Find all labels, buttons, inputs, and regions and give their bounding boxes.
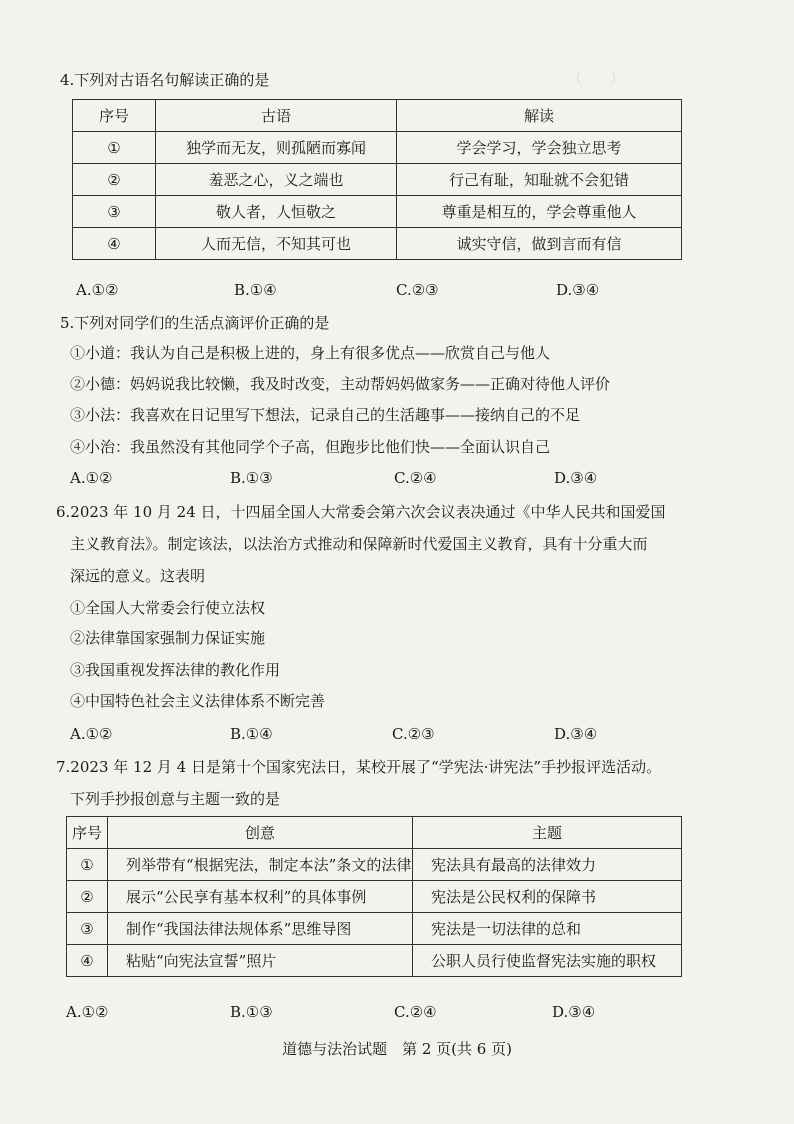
option-b[interactable]: B.①④ [234, 281, 277, 299]
q7-table [66, 816, 682, 977]
q5-item: ②小德：妈妈说我比较懒，我及时改变，主动帮妈妈做家务——正确对待他人评价 [70, 375, 611, 393]
q4-options [76, 280, 716, 300]
table-row [73, 164, 682, 196]
table-cell: 羞恶之心，义之端也 [156, 164, 397, 196]
table-header-cell: 古语 [156, 100, 397, 132]
option-d[interactable]: D.③④ [552, 1003, 596, 1021]
table-cell: 展示“公民享有基本权利”的具体事例 [108, 881, 413, 913]
option-b[interactable]: B.①③ [230, 469, 273, 487]
table-cell: 诚实守信，做到言而有信 [397, 228, 682, 260]
table-cell: ② [67, 881, 108, 913]
q6-item: ②法律靠国家强制力保证实施 [70, 629, 266, 647]
table-row [67, 913, 682, 945]
table-header-cell: 创意 [108, 817, 413, 849]
q4-table [72, 99, 682, 260]
q7-stem-line: 7.2023 年 12 月 4 日是第十个国家宪法日，某校开展了“学宪法·讲宪法”手抄报评选活动。 [56, 758, 662, 776]
option-a[interactable]: A.①② [70, 725, 113, 743]
option-a[interactable]: A.①② [70, 469, 113, 487]
q6-stem-line: 6.2023 年 10 月 24 日，十四届全国人大常委会第六次会议表决通过《中华人民共和国爱国 [56, 503, 666, 521]
option-c[interactable]: C.②④ [394, 469, 437, 487]
option-c[interactable]: C.②③ [396, 281, 439, 299]
table-cell: 行己有耻，知耻就不会犯错 [397, 164, 682, 196]
q7-stem-line: 下列手抄报创意与主题一致的是 [70, 790, 281, 808]
table-cell: ② [73, 164, 156, 196]
table-header-cell: 序号 [67, 817, 108, 849]
table-row [67, 881, 682, 913]
q4-stem: 4.下列对古语名句解读正确的是 [60, 71, 270, 89]
table-row [67, 849, 682, 881]
table-cell: 独学而无友，则孤陋而寡闻 [156, 132, 397, 164]
option-c[interactable]: C.②③ [392, 725, 435, 743]
table-cell: 学会学习，学会独立思考 [397, 132, 682, 164]
table-header-cell: 解读 [397, 100, 682, 132]
table-row [73, 196, 682, 228]
table-header-cell: 主题 [413, 817, 682, 849]
table-cell: 宪法具有最高的法律效力 [413, 849, 682, 881]
q6-item: ③我国重视发挥法律的教化作用 [70, 661, 281, 679]
table-cell: ③ [67, 913, 108, 945]
table-cell: ① [67, 849, 108, 881]
page-footer: 道德与法治试题 第 2 页(共 6 页) [282, 1040, 512, 1058]
table-cell: ④ [73, 228, 156, 260]
table-cell: 宪法是一切法律的总和 [413, 913, 682, 945]
table-header-row [73, 100, 682, 132]
table-cell: ① [73, 132, 156, 164]
q5-item: ③小法：我喜欢在日记里写下想法，记录自己的生活趣事——接纳自己的不足 [70, 406, 581, 424]
option-d[interactable]: D.③④ [556, 281, 600, 299]
table-cell: 尊重是相互的，学会尊重他人 [397, 196, 682, 228]
q7-options [66, 1002, 706, 1022]
table-cell: ④ [67, 945, 108, 977]
table-cell: 敬人者，人恒敬之 [156, 196, 397, 228]
table-cell: 公职人员行使监督宪法实施的职权 [413, 945, 682, 977]
q5-item: ④小治：我虽然没有其他同学个子高，但跑步比他们快——全面认识自己 [70, 438, 551, 456]
bleed-through-mark: （ ） [568, 71, 624, 87]
table-header-row [67, 817, 682, 849]
q5-stem: 5.下列对同学们的生活点滴评价正确的是 [60, 314, 330, 332]
table-cell: 制作“我国法律法规体系”思维导图 [108, 913, 413, 945]
table-cell: 宪法是公民权利的保障书 [413, 881, 682, 913]
option-d[interactable]: D.③④ [554, 469, 598, 487]
table-cell: 人而无信，不知其可也 [156, 228, 397, 260]
table-row [73, 132, 682, 164]
q6-item: ④中国特色社会主义法律体系不断完善 [70, 692, 326, 710]
option-a[interactable]: A.①② [76, 281, 119, 299]
option-b[interactable]: B.①③ [230, 1003, 273, 1021]
option-c[interactable]: C.②④ [394, 1003, 437, 1021]
table-header-cell: 序号 [73, 100, 156, 132]
q6-options [70, 724, 710, 744]
option-a[interactable]: A.①② [66, 1003, 109, 1021]
q5-item: ①小道：我认为自己是积极上进的，身上有很多优点——欣赏自己与他人 [70, 344, 551, 362]
q6-stem-line: 主义教育法》。制定该法，以法治方式推动和保障新时代爱国主义教育，具有十分重大而 [70, 535, 648, 553]
option-b[interactable]: B.①④ [230, 725, 273, 743]
table-cell: ③ [73, 196, 156, 228]
table-cell: 粘贴“向宪法宣誓”照片 [108, 945, 413, 977]
table-row [67, 945, 682, 977]
table-row [73, 228, 682, 260]
option-d[interactable]: D.③④ [554, 725, 598, 743]
q6-stem-line: 深远的意义。这表明 [70, 567, 206, 585]
table-cell: 列举带有“根据宪法，制定本法”条文的法律 [108, 849, 413, 881]
q6-item: ①全国人大常委会行使立法权 [70, 599, 266, 617]
q5-options [70, 468, 710, 488]
